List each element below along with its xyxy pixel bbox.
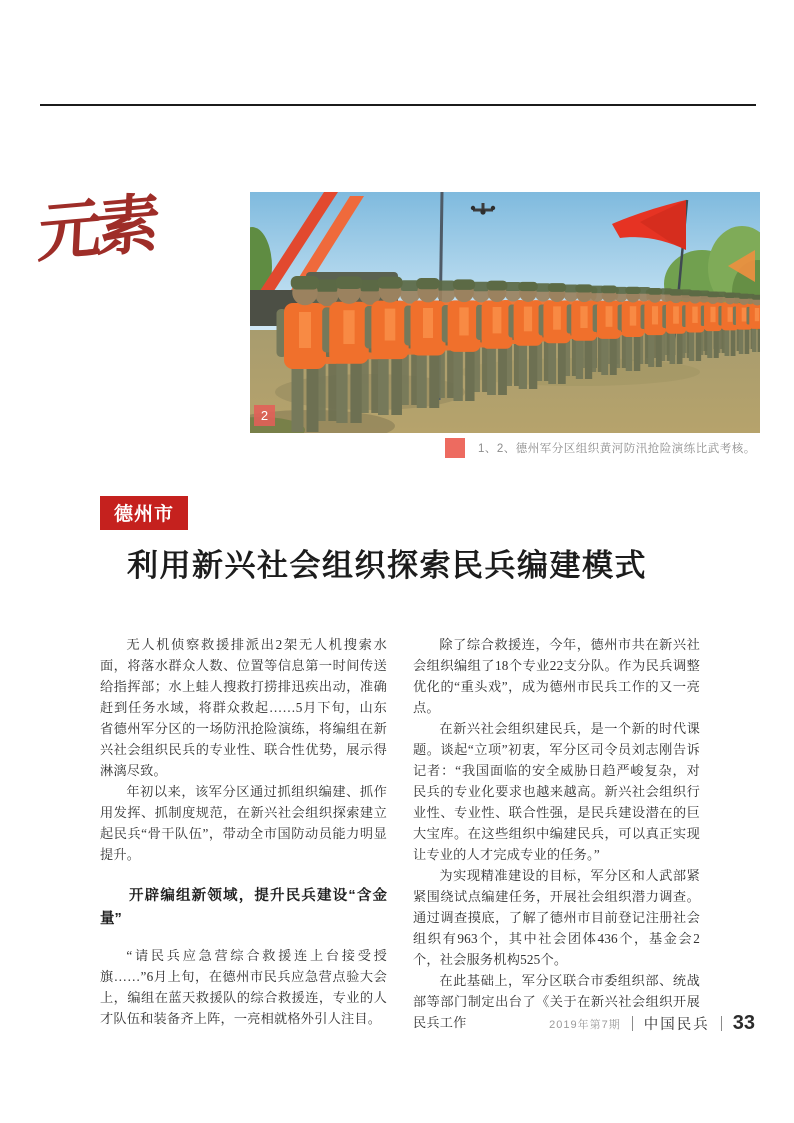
- right-column: [413, 634, 700, 1033]
- section-subheading: 开辟编组新领域，提升民兵建设“含金量”: [100, 888, 387, 927]
- article-photo: [250, 192, 760, 433]
- paragraph: 无人机侦察救援排派出2架无人机搜索水面，将落水群众人数、位置等信息第一时间传送给指挥部；水上蛙人搜救打捞排迅疾出动，准确赶到任务水域，将群众救起……5月下旬，山东省德州军分区的一场防汛抢险演练，将编组在新兴社会组织民兵的专业性、联合性优势，展示得淋漓尽致。: [100, 637, 387, 778]
- city-badge: 德州市: [100, 496, 188, 530]
- footer-page-number: 33: [732, 1012, 755, 1034]
- paragraph: “请民兵应急营综合救援连上台接受授旗……”6月上旬，在德州市民兵应急营点验大会上，编组在蓝天救援队的综合救援连，专业的人才队伍和装备齐上阵，一亮相就格外引人注目。: [100, 948, 387, 1026]
- footer-divider: [721, 1016, 722, 1031]
- photo-caption: [445, 438, 756, 458]
- paragraph: 除了综合救援连，今年，德州市共在新兴社会组织编组了18个专业22支分队。作为民兵调整优化的“重头戏”，成为德州市民兵工作的又一亮点。: [413, 637, 700, 715]
- masthead-calligraphy: 元素: [36, 186, 156, 272]
- top-rule-divider: [40, 104, 756, 106]
- paragraph: 年初以来，该军分区通过抓组织编建、抓作用发挥、抓制度规范，在新兴社会组织探索建立起民兵“骨干队伍”，带动全市国防动员能力明显提升。: [100, 784, 387, 862]
- footer-divider: [632, 1016, 633, 1031]
- paragraph: 在此基础上，军分区联合市委组织部、统战部等部门制定出台了《关于在新兴社会组织开展民兵工作: [413, 973, 700, 1030]
- paragraph: 在新兴社会组织建民兵，是一个新的时代课题。谈起“立项”初衷，军分区司令员刘志刚告诉记者：“我国面临的安全威胁日趋严峻复杂，对民兵的专业化要求也越来越高。新兴社会组织行业性、专业性、联合性强，是民兵建设潜在的巨大宝库。在这些组织中编建民兵，可以真正实现让专业的人才完成专业的任务。”: [413, 721, 700, 862]
- caption-marker-square: [445, 438, 465, 458]
- page-footer: [549, 1012, 755, 1035]
- photo-illustration: [250, 192, 760, 433]
- footer-magazine-title: 中国民兵: [643, 1017, 710, 1033]
- article-body: [100, 634, 700, 1033]
- footer-issue: 2019年第7期: [549, 1018, 621, 1031]
- paragraph: 为实现精准建设的目标，军分区和人武部紧紧围绕试点编建任务，开展社会组织潜力调查。通过调查摸底，了解了德州市目前登记注册社会组织有963个，其中社会团体436个，基金会2个，社会服务机构525个。: [413, 868, 700, 967]
- caption-text: 1、2、德州军分区组织黄河防汛抢险演练比武考核。: [478, 443, 756, 455]
- left-column: [100, 634, 387, 1033]
- article-title: 利用新兴社会组织探索民兵编建模式: [127, 548, 647, 583]
- photo-index-badge: 2: [254, 405, 275, 426]
